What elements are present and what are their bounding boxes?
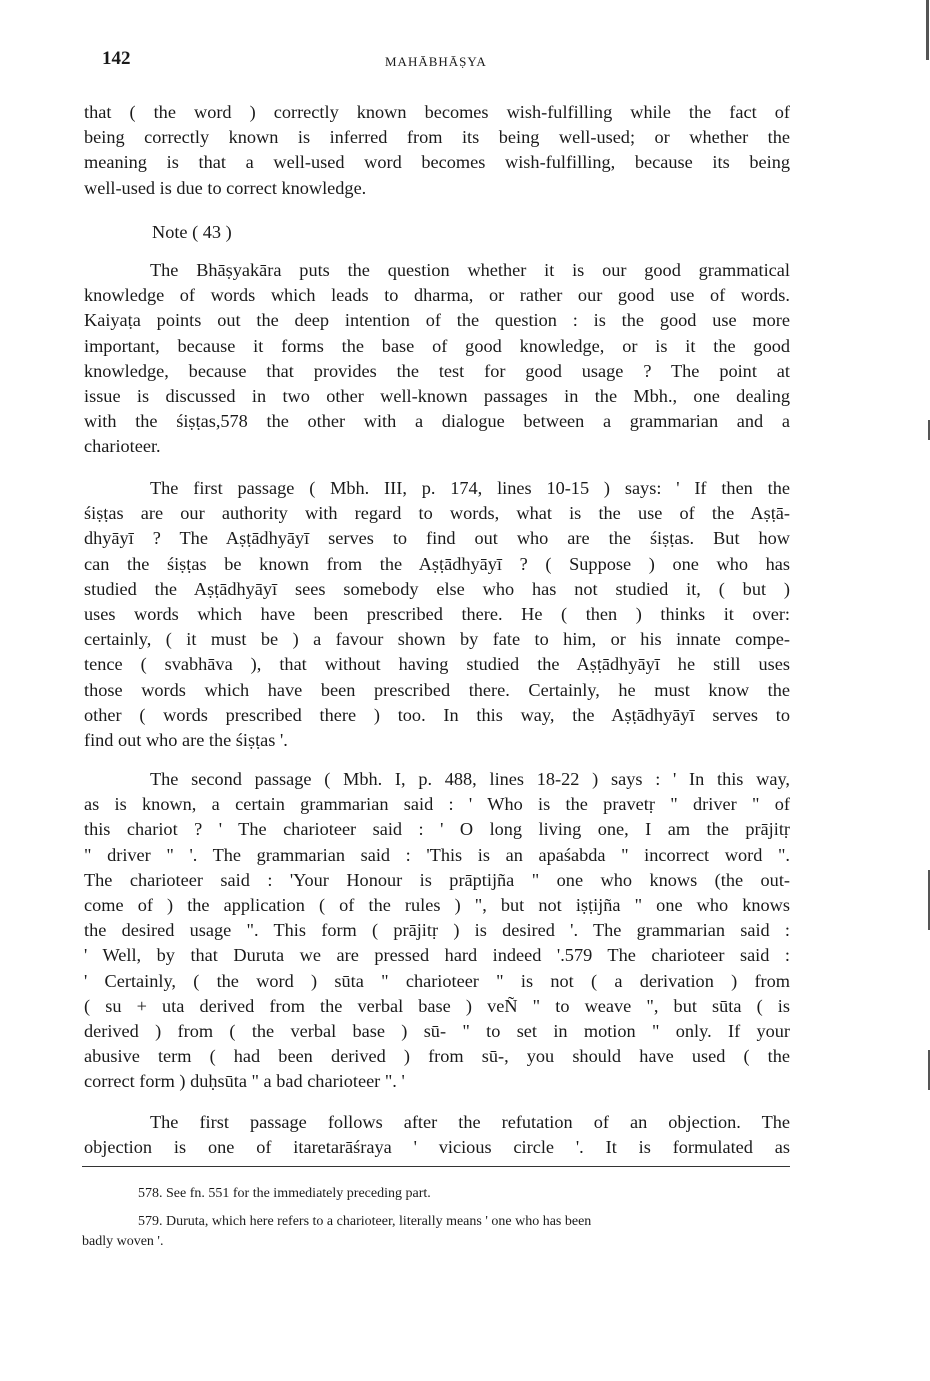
text-line: knowledge of words which leads to dharma, or rather our good use of words.: [84, 285, 790, 306]
text-line: this chariot ? ' The charioteer said : ' O long living one, I am the prājitṛ: [84, 819, 790, 840]
paragraph-intro: [84, 100, 790, 201]
text-line: dhyāyī ? The Aṣṭādhyāyī serves to find out who are the śiṣṭas. But how: [84, 528, 790, 549]
text-line: important, because it forms the base of good knowledge, or is it the good: [84, 335, 790, 356]
paragraph-refutation: [84, 1110, 790, 1160]
text-line: with the śiṣṭas,578 the other with a dialogue between a grammarian and a: [84, 411, 790, 432]
text-line: objection is one of itaretarāśraya ' vicious circle '. It is formulated as: [84, 1137, 790, 1158]
footnote-divider: [82, 1166, 790, 1167]
footnote-579: 579. Duruta, which here refers to a charioteer, literally means ' one who has been: [138, 1214, 592, 1229]
text-line: being correctly known is inferred from its being well-used; or whether the: [84, 127, 790, 148]
text-line: certainly, ( it must be ) a favour shown by fate to him, or his innate compe-: [84, 629, 790, 650]
text-line: The charioteer said : 'Your Honour is prāptijña " one who knows (the out-: [84, 869, 790, 890]
text-line: can the śiṣṭas be known from the Aṣṭādhyāyī ? ( Suppose ) one who has: [84, 553, 790, 574]
note-heading: Note ( 43 ): [152, 222, 232, 242]
text-line: The first passage ( Mbh. III, p. 174, lines 10-15 ) says: ' If then the: [150, 478, 790, 498]
text-line: come of ) the application ( of the rules ) ", but not iṣṭijña " one who knows: [84, 895, 790, 916]
paragraph-second-passage: [84, 767, 790, 1095]
text-line: The second passage ( Mbh. I, p. 488, lines 18-22 ) says : ' In this way,: [150, 769, 790, 789]
running-title: MAHĀBHĀṢYA: [385, 54, 487, 69]
text-line: derived ) from ( the verbal base ) sū- " to set in motion " only. If your: [84, 1021, 790, 1042]
text-line: other ( words prescribed there ) too. In this way, the Aṣṭādhyāyī serves to: [84, 704, 790, 725]
footnote-579-continued: badly woven '.: [82, 1234, 164, 1249]
text-line: The first passage follows after the refutation of an objection. The: [150, 1112, 790, 1132]
scan-edge-mark: [926, 0, 929, 60]
text-line: meaning is that a well-used word becomes wish-fulfilling, because its being: [84, 152, 790, 173]
page-number: 142: [102, 48, 131, 69]
text-line: The Bhāṣyakāra puts the question whether it is our good grammatical: [150, 260, 790, 280]
footnote-578: 578. See fn. 551 for the immediately preceding part.: [138, 1186, 431, 1201]
text-line: find out who are the śiṣṭas '.: [84, 730, 288, 751]
text-line: uses words which have been prescribed there. He ( then ) thinks it over:: [84, 604, 790, 625]
text-line: correct form ) duḥsūta " a bad charioteer ". ': [84, 1071, 405, 1092]
text-line: that ( the word ) correctly known becomes wish-fulfilling while the fact of: [84, 102, 790, 122]
text-line: as is known, a certain grammarian said : ' Who is the pravetṛ " driver " of: [84, 794, 790, 815]
text-line: abusive term ( had been derived ) from sū-, you should have used ( the: [84, 1046, 790, 1067]
text-line: those words which have been prescribed there. Certainly, he must know the: [84, 679, 790, 700]
text-line: the desired usage ". This form ( prājitṛ ) is desired '. The grammarian said :: [84, 920, 790, 941]
text-line: tence ( svabhāva ), that without having studied the Aṣṭādhyāyī he still uses: [84, 654, 790, 675]
text-line: ( su + uta derived from the verbal base ) veÑ " to weave ", but sūta ( is: [84, 995, 790, 1016]
text-line: Kaiyaṭa points out the deep intention of the question : is the good use more: [84, 310, 790, 331]
text-line: charioteer.: [84, 436, 161, 457]
paragraph-note: [84, 258, 790, 460]
text-line: " driver " '. The grammarian said : 'This is an apaśabda " incorrect word ".: [84, 844, 790, 865]
text-line: issue is discussed in two other well-known passages in the Mbh., one dealing: [84, 386, 790, 407]
text-line: ' Certainly, ( the word ) sūta " charioteer " is not ( a derivation ) from: [84, 970, 790, 991]
text-line: knowledge, because that provides the test for good usage ? The point at: [84, 360, 790, 381]
text-line: studied the Aṣṭādhyāyī sees somebody else who has not studied it, ( but ): [84, 578, 790, 599]
text-line: well-used is due to correct knowledge.: [84, 177, 367, 198]
text-line: ' Well, by that Duruta we are pressed hard indeed '.579 The charioteer said :: [84, 945, 790, 966]
text-line: śiṣṭas are our authority with regard to words, what is the use of the Aṣṭā-: [84, 503, 790, 524]
paragraph-first-passage: [84, 476, 790, 753]
